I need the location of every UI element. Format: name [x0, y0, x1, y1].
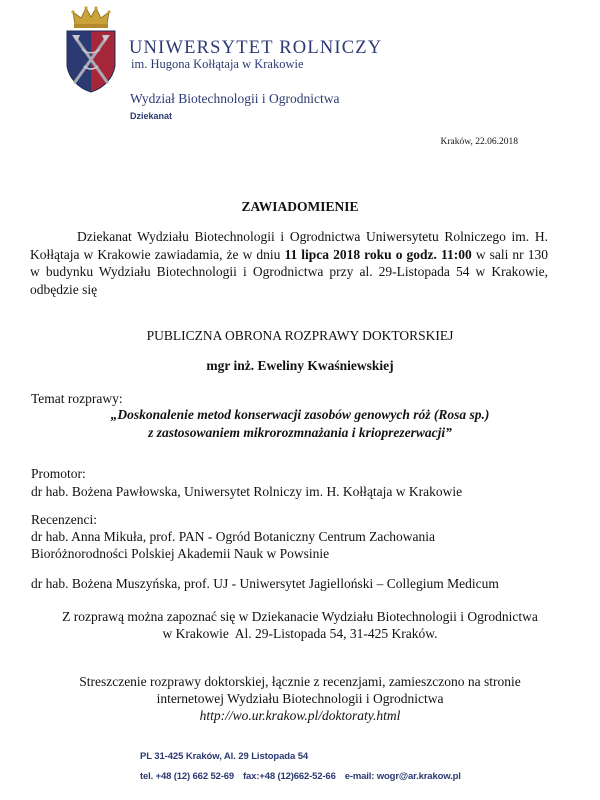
abstract-line-2: internetowej Wydziału Biotechnologii i Ogrodnictwa — [156, 691, 444, 706]
defense-title: PUBLICZNA OBRONA ROZPRAWY DOKTORSKIEJ — [146, 328, 454, 343]
reviewer-1-line-1: dr hab. Anna Mikuła, prof. PAN - Ogród Botaniczny Centrum Zachowania — [31, 529, 436, 544]
access-line-2: w Krakowie Al. 29-Listopada 54, 31-425 Kraków. — [162, 626, 438, 641]
intro-text-2: w sali nr 130 w budynku Wydziału Biotechnologii i Ogrodnictwa przy al. 29-Listopada 54 w Krakowie, odbędzie się — [30, 246, 548, 297]
abstract-line-1: Streszczenie rozprawy doktorskiej, łącznie z recenzjami, zamieszczono na stronie — [79, 674, 521, 689]
footer-address: PL 31-425 Kraków, Al. 29 Listopada 54 — [140, 751, 309, 762]
abstract-url: http://wo.ur.krakow.pl/doktoraty.html — [199, 708, 401, 723]
intro-paragraph — [30, 228, 548, 298]
university-crest-icon — [62, 4, 120, 96]
topic-line-2: z zastosowaniem mikrorozmnażania i krioprezerwacji” — [148, 425, 452, 440]
footer-phone: tel. +48 (12) 662 52-69 — [140, 771, 234, 782]
footer-contact — [140, 771, 470, 782]
reviewer-2: dr hab. Bożena Muszyńska, prof. UJ - Uniwersytet Jagielloński – Collegium Medicum — [31, 576, 499, 591]
reviewer-1-line-2: Bioróżnorodności Polskiej Akademii Nauk w Powsinie — [31, 546, 330, 561]
faculty-name: Wydział Biotechnologii i Ogrodnictwa — [130, 91, 340, 106]
promotor-label: Promotor: — [31, 466, 86, 481]
document-date: Kraków, 22.06.2018 — [440, 137, 518, 147]
reviewers-label: Recenzenci: — [31, 512, 97, 527]
access-line-1: Z rozprawą można zapoznać się w Dziekanacie Wydziału Biotechnologii i Ogrodnictwa — [62, 609, 538, 624]
topic-line-1: „Doskonalenie metod konserwacji zasobów genowych róż (Rosa sp.) — [110, 407, 490, 422]
intro-date: 11 lipca 2018 roku o godz. 11:00 — [284, 246, 472, 262]
footer-email: e-mail: wogr@ar.krakow.pl — [344, 771, 461, 782]
university-name: UNIWERSYTET ROLNICZY — [129, 38, 383, 58]
promotor-value: dr hab. Bożena Pawłowska, Uniwersytet Rolniczy im. H. Kołłątaja w Krakowie — [31, 484, 463, 499]
document-title: ZAWIADOMIENIE — [241, 199, 359, 214]
university-subtitle: im. Hugona Kołłątaja w Krakowie — [131, 57, 304, 71]
footer-fax: fax:+48 (12)662-52-66 — [243, 771, 336, 782]
shield-icon — [67, 31, 115, 92]
crown-icon — [71, 6, 110, 28]
topic-label: Temat rozprawy: — [31, 391, 123, 406]
office-name: Dziekanat — [130, 111, 173, 121]
candidate-name: mgr inż. Eweliny Kwaśniewskiej — [206, 358, 394, 373]
intro-text-1: Dziekanat Wydziału Biotechnologii i Ogrodnictwa Uniwersytetu Rolniczego im. H. Kołłątaja w Krakowie zawiadamia, że w dniu — [30, 229, 548, 262]
